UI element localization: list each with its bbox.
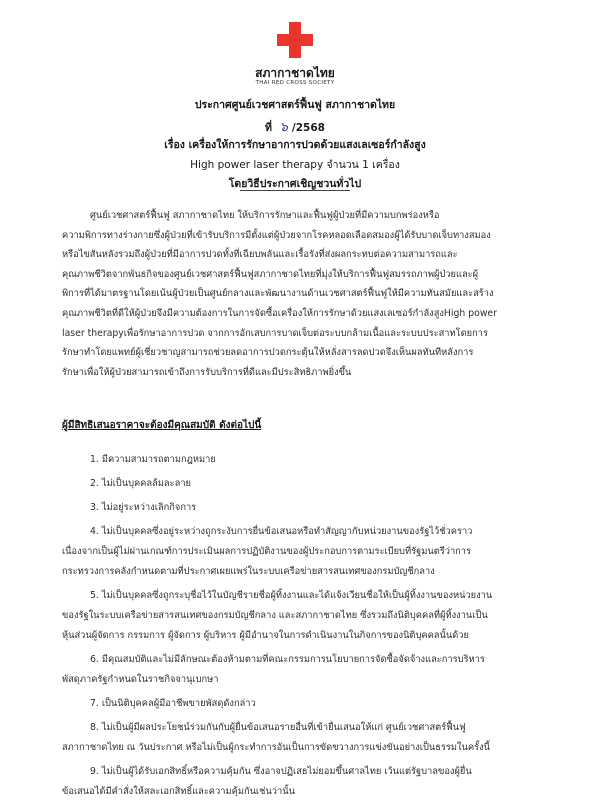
intro-line: หรือไขสันหลังรวมถึงผู้ป่วยที่มีอาการปวดทั้งที่เฉียบพลันและเรื้อรังที่ส่งผลกระทบต่อความสามารถและ (62, 249, 458, 261)
item-line: 7. เป็นนิติบุคคลผู้มีอาชีพขายพัสดุดังกล่าว (90, 698, 256, 709)
announcement-title: ประกาศศูนย์เวชศาสตร์ฟื้นฟู สภากาชาดไทย (194, 99, 396, 111)
red-cross-logo (277, 22, 313, 58)
item-line: 5. ไม่เป็นบุคคลซึ่งถูกระบุชื่อไว้ในบัญชีรายชื่อผู้ทิ้งงานและได้แจ้งเวียนชื่อให้เป็นผู้ทิ้งงานของหน่วยงาน (90, 590, 493, 601)
qualification-item (62, 718, 547, 758)
intro-line: คุณภาพชีวิตจากพันธกิจของศูนย์เวชศาสตร์ฟื้นฟูสภากาชาดไทยที่มุ่งให้บริการฟื้นฟูสมรรถภาพผู้ป่วยและผู้ (62, 268, 479, 280)
header-divider (240, 190, 350, 191)
intro-line: ศูนย์เวชศาสตร์ฟื้นฟู สภากาชาดไทย ให้บริการรักษาและฟื้นฟูผู้ป่วยที่มีความบกพร่องหรือ (90, 210, 440, 221)
number-suffix: /2568 (291, 122, 325, 134)
intro-line: รักษาทำโดยแพทย์ผู้เชี่ยวชาญสามารถช่วยลดอาการปวดกระตุ้นให้หลั่งสารลดปวดจึงเห็นผลทันทีหลังการ (62, 347, 474, 359)
item-line: 6. มีคุณสมบัติและไม่มีลักษณะต้องห้ามตามที่คณะกรรมการนโยบายการจัดซื้อจัดจ้างและการบริหาร (90, 654, 485, 665)
qualification-item (62, 498, 547, 518)
intro-paragraph (62, 206, 547, 382)
item-line: 8. ไม่เป็นผู้มีผลประโยชน์ร่วมกันกับผู้ยื่นข้อเสนอรายอื่นที่เข้ายื่นเสนอให้แก่ ศูนย์เวชศาสตร์ฟื้นฟู (90, 722, 466, 733)
handwritten-number: ๖ (279, 120, 288, 135)
org-name-thai: สภากาชาดไทย (255, 66, 335, 80)
item-line: พัสดุภาครัฐกำหนดในราชกิจจานุเบกษา (62, 674, 219, 685)
qualification-item (62, 694, 547, 714)
item-line: หุ้นส่วนผู้จัดการ กรรมการ ผู้จัดการ ผู้บริหาร ผู้มีอำนาจในการดำเนินงานในกิจการของนิติบุคคลนั้นด้วย (62, 630, 469, 641)
qualification-heading: ผู้มีสิทธิเสนอราคาจะต้องมีคุณสมบัติ ดังต่อไปนี้ (62, 420, 262, 431)
intro-line: ความพิการทางร่างกายซึ่งผู้ป่วยที่เข้ารับบริการมีตั้งแต่ผู้ป่วยจากโรคหลอดเลือดสมองผู้ได้รับบาดเจ็บทางสมอง (62, 229, 491, 241)
qualification-item (62, 586, 547, 646)
org-name-english: THAI RED CROSS SOCIETY (255, 80, 335, 86)
item-line: สภากาชาดไทย ณ วันประกาศ หรือไม่เป็นผู้กระทำการอันเป็นการขัดขวางการแข่งขันอย่างเป็นธรรมในครั้งนี้ (62, 742, 490, 753)
item-line: 4. ไม่เป็นบุคคลซึ่งอยู่ระหว่างถูกระงับการยื่นข้อเสนอหรือทำสัญญากับหน่วยงานของรัฐไว้ชั่วคราว (90, 526, 473, 537)
item-line: 2. ไม่เป็นบุคคลล้มละลาย (90, 478, 191, 489)
subject-line: เรื่อง เครื่องให้การรักษาอาการปวดด้วยแสงเลเซอร์กำลังสูง (164, 139, 426, 151)
item-line: ของรัฐในระบบเครือข่ายสารสนเทศของกรมบัญชีกลาง และสภากาชาดไทย ซึ่งรวมถึงนิติบุคคลที่ผู้ทิ้งงานเป็น (62, 610, 488, 621)
item-line: 1. มีความสามารถตามกฎหมาย (90, 454, 216, 465)
qualification-item (62, 522, 547, 582)
number-prefix: ที่ (265, 122, 272, 134)
qualification-item (62, 474, 547, 494)
qualification-item (62, 762, 547, 802)
intro-line: laser therapyเพื่อรักษาอาการปวด จากการอักเสบการบาดเจ็บต่อระบบกล้ามเนื้อและระบบประสาทโดยการ (62, 327, 488, 339)
subject-english-line: High power laser therapy จำนวน 1 เครื่อง (190, 159, 400, 171)
intro-line: รักษาเพื่อให้ผู้ป่วยสามารถเข้าถึงการรับบริการที่ดีและมีประสิทธิภาพยิ่งขึ้น (62, 366, 352, 378)
item-line: ข้อเสนอได้มีคำสั่งให้สละเอกสิทธิ์และความคุ้มกันเช่นว่านั้น (62, 786, 295, 797)
qualification-item (62, 650, 547, 690)
procurement-method: โดยวิธีประกาศเชิญชวนทั่วไป (228, 178, 362, 190)
announcement-number (0, 116, 590, 137)
intro-line: พิการที่ได้มาตรฐานโดยเน้นผู้ป่วยเป็นศูนย์กลางและพัฒนางานด้านเวชศาสตร์ฟื้นฟูให้มีความทันสมัยและสร้าง (62, 288, 494, 300)
item-line: 9. ไม่เป็นผู้ได้รับเอกสิทธิ์หรือความคุ้มกัน ซึ่งอาจปฏิเสธไม่ยอมขึ้นศาลไทย เว้นแต่รัฐบาลของผู้ยื่น (90, 766, 472, 777)
item-line: เนื่องจากเป็นผู้ไม่ผ่านเกณฑ์การประเมินผลการปฏิบัติงานของผู้ประกอบการตามระเบียบที่รัฐมนตรีว่าการ (62, 546, 472, 557)
qualification-item (62, 450, 547, 470)
item-line: 3. ไม่อยู่ระหว่างเลิกกิจการ (90, 502, 197, 513)
intro-line: คุณภาพชีวิตที่ดีให้ผู้ป่วยจึงมีความต้องการในการจัดซื้อเครื่องให้การรักษาด้วยแสงเลเซอร์กำลังสูงHigh power (62, 307, 497, 319)
item-line: กระทรวงการคลังกำหนดตามที่ประกาศเผยแพร่ในระบบเครือข่ายสารสนเทศของกรมบัญชีกลาง (62, 566, 435, 577)
